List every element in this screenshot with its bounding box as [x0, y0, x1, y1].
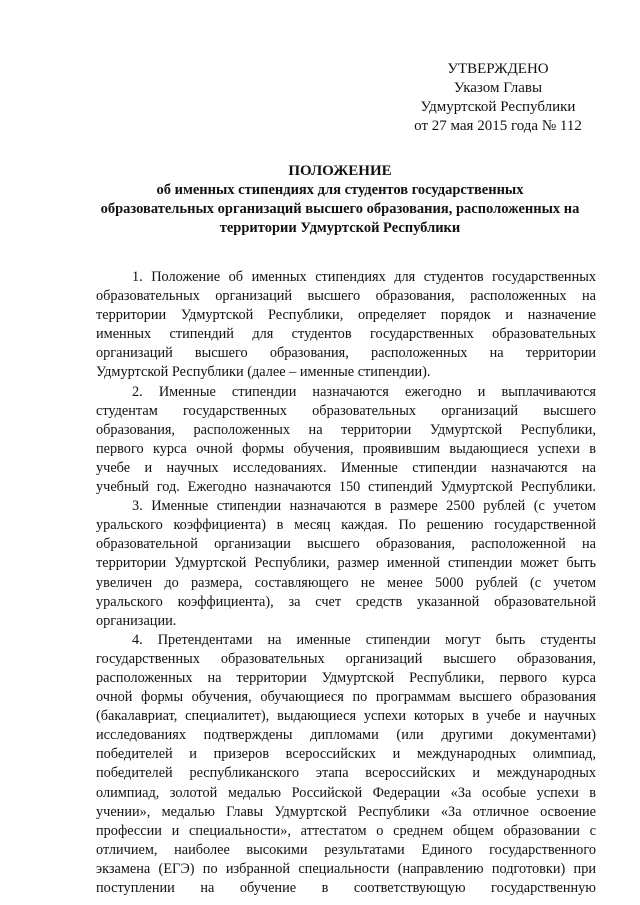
document-heading: [80, 162, 600, 238]
paragraph-2: [96, 383, 596, 498]
text-line: образовательных организаций высшего образования, расположенных на: [96, 288, 596, 305]
text-line: поступлении на обучение в соответствующую государственную: [96, 880, 596, 896]
text-line: уральского коэффициента), за счет средств указанной образовательной: [96, 593, 596, 610]
paragraph-3: [96, 497, 596, 631]
document-subtitle-line: образовательных организаций высшего образования, расположенных на: [100, 201, 580, 217]
text-line: учебе и научных исследованиях. Именные стипендии назначаются на: [96, 459, 596, 476]
approval-line: УТВЕРЖДЕНО: [447, 61, 549, 77]
text-line: организаций высшего образования, расположенных на территории: [96, 345, 596, 362]
text-line: именных стипендий для студентов государственных образовательных: [96, 326, 596, 343]
text-line: очной формы обучения, обучающиеся по программам высшего образования: [96, 689, 596, 706]
text-line: исследованиях подтверждены дипломами (или другими документами): [96, 727, 596, 744]
text-line: экзамена (ЕГЭ) по избранной специальности (направлению подготовки) при: [96, 860, 596, 877]
text-line: отличием, наиболее высокими результатами Единого государственного: [96, 841, 596, 858]
document-subtitle-line: территории Удмуртской Республики: [219, 220, 461, 236]
approval-line: Указом Главы: [453, 80, 543, 96]
text-line: учебный год. Ежегодно назначаются 150 стипендий Удмуртской Республики.: [96, 479, 596, 496]
text-line: победителей республиканского этапа всероссийских и международных: [96, 765, 596, 782]
document-subtitle-line: об именных стипендиях для студентов государственных: [156, 182, 524, 198]
approval-line: от 27 мая 2015 года № 112: [414, 118, 582, 134]
text-line: олимпиад, золотой медалью Российской Федерации «За особые успехи в: [96, 784, 596, 801]
text-line: образования, расположенных на территории Удмуртской Республики,: [96, 421, 596, 438]
text-line: Удмуртской Республики (далее – именные стипендии).: [96, 364, 431, 381]
text-line: первого курса очной формы обучения, проявившим выдающиеся успехи в: [96, 440, 596, 457]
text-line: победителей и призеров всероссийских и международных олимпиад,: [96, 746, 596, 763]
text-line: учении», медалью Главы Удмуртской Республики «За отличное освоение: [96, 803, 596, 820]
text-line: уральского коэффициента) в месяц каждая. По решению государственной: [96, 517, 596, 534]
text-line: 4. Претендентами на именные стипендии могут быть студенты: [132, 631, 596, 648]
text-line: образовательной организации высшего образования, расположенной на: [96, 536, 596, 553]
text-line: студентам государственных образовательных организаций высшего: [96, 402, 596, 419]
document-body: [96, 268, 596, 898]
document-title: ПОЛОЖЕНИЕ: [288, 163, 392, 179]
text-line: территории Удмуртской Республики, определяет порядок и назначение: [96, 307, 596, 324]
approval-stamp: [398, 60, 598, 136]
text-line: 2. Именные стипендии назначаются ежегодно и выплачиваются: [132, 383, 596, 400]
text-line: государственных образовательных организаций высшего образования,: [96, 650, 596, 667]
text-line: организации.: [96, 612, 177, 629]
text-line: 3. Именные стипендии назначаются в размере 2500 рублей (с учетом: [132, 498, 596, 515]
text-line: (бакалавриат, специалитет), выдающиеся успехи которых в учебе и научных: [96, 708, 596, 725]
paragraph-4: [96, 631, 596, 898]
approval-line: Удмуртской Республики: [420, 99, 576, 115]
paragraph-1: [96, 268, 596, 383]
text-line: территории Удмуртской Республики, размер именной стипендии может быть: [96, 555, 596, 572]
text-line: расположенных на территории Удмуртской Республики, первого курса: [96, 669, 596, 686]
text-line: увеличен до размера, составляющего не менее 5000 рублей (с учетом: [96, 574, 596, 591]
text-line: профессии и специальности», аттестатом о среднем общем образовании с: [96, 822, 596, 839]
text-line: 1. Положение об именных стипендиях для студентов государственных: [132, 269, 596, 285]
